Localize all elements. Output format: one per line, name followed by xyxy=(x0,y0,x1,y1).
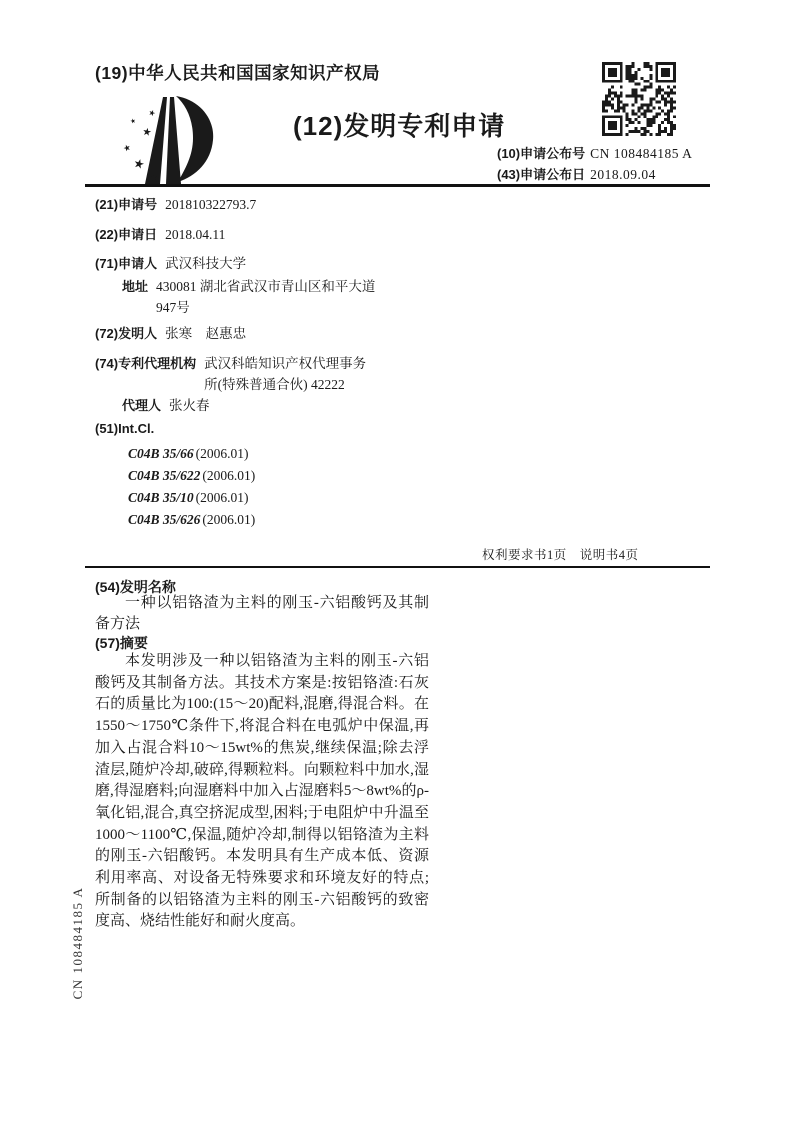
publication-block xyxy=(497,143,692,185)
address-value: 430081 湖北省武汉市青山区和平大道947号 xyxy=(156,279,376,315)
inventors-value: 张寒 赵惠忠 xyxy=(165,326,247,341)
intcl-code: C04B 35/626 xyxy=(128,512,201,527)
page-counts: 权利要求书1页 说明书4页 xyxy=(482,548,639,562)
intcl-code: C04B 35/622 xyxy=(128,468,201,483)
intcl-code: C04B 35/10 xyxy=(128,490,194,505)
application-date-value: 2018.04.11 xyxy=(165,227,226,242)
application-number-row xyxy=(95,196,256,213)
publication-number-value: CN 108484185 A xyxy=(590,146,693,161)
intcl-entry xyxy=(128,490,249,506)
agent-value: 张火春 xyxy=(169,398,210,413)
side-publication-number: CN 108484185 A xyxy=(70,886,85,1000)
invention-title: 一种以铝铬渣为主料的刚玉-六铝酸钙及其制备方法 xyxy=(95,595,429,632)
invention-title-label: (54)发明名称 xyxy=(95,579,176,595)
agency-value: 武汉科皓知识产权代理事务所(特殊普通合伙) 42222 xyxy=(204,356,367,392)
biblio-divider xyxy=(85,566,710,568)
agency-row xyxy=(95,353,376,395)
cnipa-logo-icon xyxy=(118,92,233,192)
intcl-entry xyxy=(128,446,249,462)
application-date-row xyxy=(95,226,225,243)
inventors-row xyxy=(95,325,246,342)
agent-label: 代理人 xyxy=(122,398,162,413)
intcl-code: C04B 35/66 xyxy=(128,446,194,461)
abstract-label: (57)摘要 xyxy=(95,635,148,651)
abstract-text: 本发明涉及一种以铝铬渣为主料的刚玉-六铝酸钙及其制备方法。其技术方案是:按铝铬渣:石灰石的质量比为100:(15～20)配料,混磨,得混合料。在1550～1750℃条件下,将混合料在电弧炉中保温,再加入占混合料10～15wt%的焦炭,继续保温;除去浮渣层,随炉冷却,破碎,得颗粒料。向颗粒料中加水,湿磨,得湿磨料;向湿磨料中加入占湿磨料5～8wt%的ρ-氧化铝,混合,真空挤泥成型,困料;于电阻炉中升温至1000～1100℃,保温,随炉冷却,制得以铝铬渣为主料的刚玉-六铝酸钙。本发明具有生产成本低、资源利用率高、对设备无特殊要求和环境友好的特点;所制备的以铝铬渣为主料的刚玉-六铝酸钙的致密度高、烧结性能好和耐火度高。 xyxy=(95,653,429,930)
intcl-year: (2006.01) xyxy=(195,446,249,461)
applicant-row xyxy=(95,255,246,272)
application-number-label: (21)申请号 xyxy=(95,197,158,212)
inventors-label: (72)发明人 xyxy=(95,326,158,341)
publication-date-label: (43)申请公布日 xyxy=(497,167,586,182)
address-row xyxy=(122,276,378,318)
publication-number-label: (10)申请公布号 xyxy=(497,146,586,161)
application-number-value: 201810322793.7 xyxy=(165,197,257,212)
intcl-row xyxy=(95,420,154,437)
applicant-value: 武汉科技大学 xyxy=(165,256,247,271)
issuing-office: (19)中华人民共和国国家知识产权局 xyxy=(95,63,381,83)
intcl-year: (2006.01) xyxy=(202,512,256,527)
address-label: 地址 xyxy=(122,279,149,294)
intcl-entry xyxy=(128,468,255,484)
header-divider xyxy=(85,184,710,187)
intcl-label: (51)Int.Cl. xyxy=(95,421,155,436)
publication-number-row xyxy=(497,143,692,164)
intcl-year: (2006.01) xyxy=(195,490,249,505)
intcl-entry xyxy=(128,512,255,528)
intcl-year: (2006.01) xyxy=(202,468,256,483)
publication-date-value: 2018.09.04 xyxy=(590,167,656,182)
applicant-label: (71)申请人 xyxy=(95,256,158,271)
application-date-label: (22)申请日 xyxy=(95,227,158,242)
publication-date-row xyxy=(497,164,692,185)
agent-row xyxy=(122,397,210,414)
agency-label: (74)专利代理机构 xyxy=(95,356,197,371)
qr-code-icon xyxy=(602,62,676,136)
document-kind-title: (12)发明专利申请 xyxy=(293,111,506,141)
